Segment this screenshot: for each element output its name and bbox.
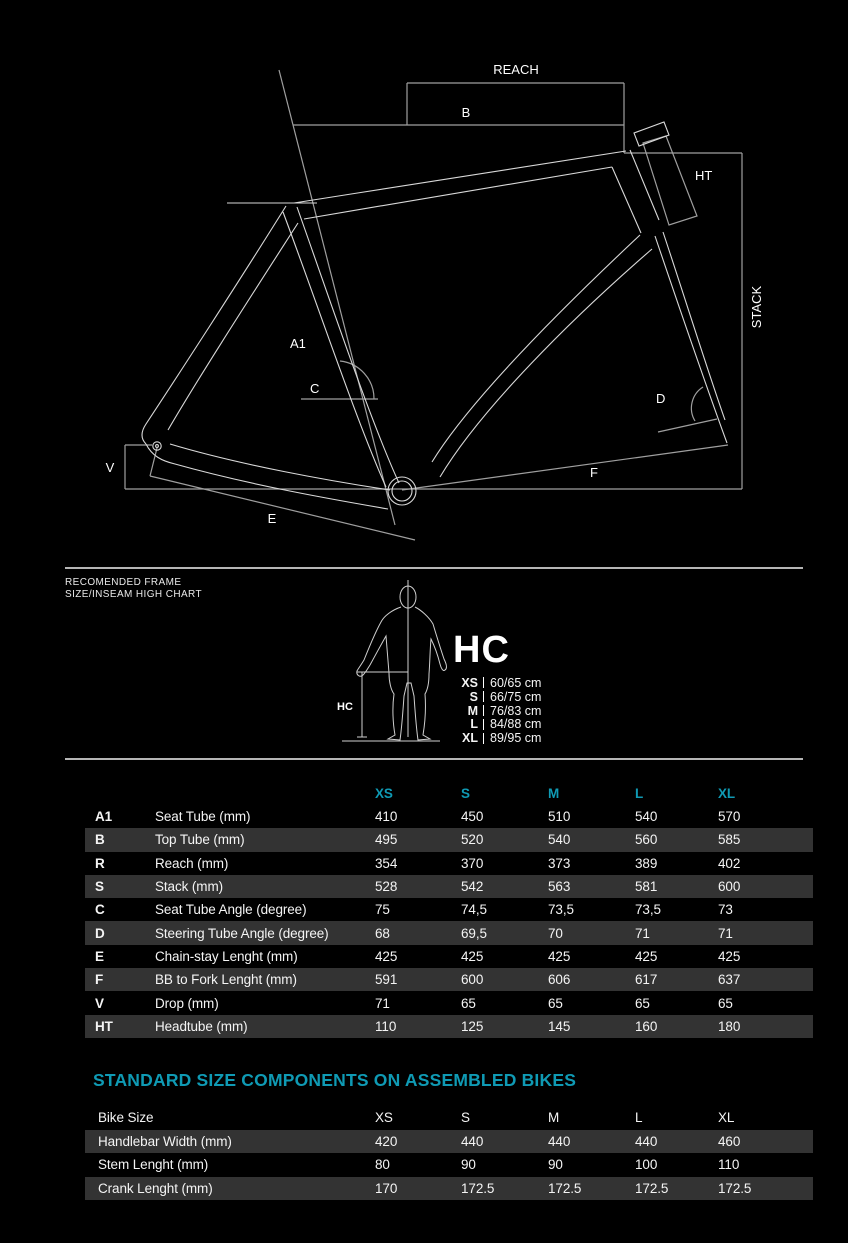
geometry-row-label: Seat Tube Angle (degree) (155, 902, 307, 918)
hc-size-value: 84/88 cm (490, 717, 542, 732)
geometry-row-value: 73,5 (635, 902, 661, 918)
hc-size-value: 89/95 cm (490, 731, 542, 746)
geometry-row-value: 410 (375, 809, 398, 825)
geometry-row-value: 73,5 (548, 902, 574, 918)
hc-size-label: L (470, 717, 478, 732)
geometry-row-code: V (95, 995, 104, 1011)
hc-size-value: 66/75 cm (490, 689, 542, 704)
geometry-row-value: 540 (548, 832, 571, 848)
geometry-row-label: Reach (mm) (155, 855, 229, 871)
geometry-row-value: 450 (461, 809, 484, 825)
hc-size-label: XS (461, 675, 478, 690)
geometry-row-value: 570 (718, 809, 741, 825)
a1-label: A1 (290, 336, 306, 351)
components-row-label: Handlebar Width (mm) (98, 1133, 232, 1149)
geometry-row-value: 71 (375, 995, 390, 1011)
frame-outline (142, 122, 727, 509)
hc-heading-line2: SIZE/INSEAM HIGH CHART (65, 588, 202, 600)
geometry-row-code: S (95, 879, 104, 895)
hc-section-heading (65, 577, 202, 600)
hc-size-label: M (467, 703, 478, 718)
geometry-row (85, 991, 813, 1014)
geometry-row-value: 65 (635, 995, 650, 1011)
dimension-lines (125, 70, 742, 540)
geometry-row-code: R (95, 855, 105, 871)
components-row-value: 90 (548, 1157, 563, 1173)
hc-figure-label: HC (337, 701, 353, 713)
geometry-row-value: 600 (718, 879, 741, 895)
geometry-row-value: 425 (375, 948, 398, 964)
geometry-row-label: Chain-stay Lenght (mm) (155, 948, 298, 964)
geometry-column-header: XS (375, 785, 393, 801)
geometry-row-value: 125 (461, 1018, 484, 1034)
geometry-row (85, 828, 813, 851)
components-table (85, 1106, 813, 1200)
geometry-row-value: 617 (635, 972, 658, 988)
geometry-row-code: A1 (95, 809, 113, 825)
components-header-label: Bike Size (98, 1110, 154, 1126)
geometry-row-value: 160 (635, 1018, 658, 1034)
components-row-value: 172.5 (548, 1180, 582, 1196)
geometry-row-code: B (95, 832, 105, 848)
geometry-row-value: 591 (375, 972, 398, 988)
components-column-header: XL (718, 1110, 735, 1126)
geometry-row-value: 600 (461, 972, 484, 988)
geometry-row-value: 402 (718, 855, 741, 871)
components-row-value: 90 (461, 1157, 476, 1173)
geometry-row-value: 389 (635, 855, 658, 871)
v-label: V (105, 460, 115, 475)
components-row-value: 100 (635, 1157, 658, 1173)
components-column-header: S (461, 1110, 470, 1126)
hc-size-label: XL (462, 731, 478, 746)
f-label: F (590, 465, 598, 480)
geometry-row (85, 805, 813, 828)
hc-size-row (440, 676, 541, 690)
components-table-header (85, 1106, 813, 1130)
components-row (85, 1130, 813, 1154)
geometry-table-header (85, 781, 813, 805)
geometry-row-value: 370 (461, 855, 484, 871)
geometry-row-value: 425 (718, 948, 741, 964)
hc-separator (483, 691, 484, 702)
components-row-value: 172.5 (718, 1180, 752, 1196)
geometry-row-value: 425 (635, 948, 658, 964)
components-row-value: 460 (718, 1133, 741, 1149)
components-row-value: 110 (718, 1157, 740, 1173)
components-row-value: 170 (375, 1180, 398, 1196)
geometry-row-value: 606 (548, 972, 571, 988)
geometry-row-code: C (95, 902, 105, 918)
geometry-column-header: L (635, 785, 644, 801)
geometry-row-value: 65 (548, 995, 563, 1011)
geometry-row-value: 510 (548, 809, 571, 825)
geometry-row (85, 945, 813, 968)
geometry-row-value: 75 (375, 902, 390, 918)
geometry-row-value: 180 (718, 1018, 741, 1034)
hc-size-row (440, 690, 541, 704)
geometry-row-value: 520 (461, 832, 484, 848)
geometry-row-value: 69,5 (461, 925, 487, 941)
divider-top (65, 567, 803, 569)
geometry-row-value: 145 (548, 1018, 571, 1034)
components-row-value: 420 (375, 1133, 398, 1149)
geometry-table-body (85, 805, 813, 1038)
geometry-row-label: Stack (mm) (155, 879, 223, 895)
hc-size-row (440, 704, 541, 718)
hc-separator (483, 733, 484, 744)
geometry-row-value: 71 (635, 925, 650, 941)
geometry-row-label: Drop (mm) (155, 995, 219, 1011)
geometry-row (85, 852, 813, 875)
components-row (85, 1153, 813, 1177)
components-table-body (85, 1130, 813, 1201)
components-row-value: 172.5 (461, 1180, 495, 1196)
geometry-row (85, 968, 813, 991)
geometry-row-value: 68 (375, 925, 390, 941)
b-label: B (461, 105, 471, 120)
geometry-row-value: 65 (461, 995, 476, 1011)
geometry-row-value: 560 (635, 832, 658, 848)
geometry-row (85, 898, 813, 921)
hc-separator (483, 705, 484, 716)
geometry-row-value: 581 (635, 879, 658, 895)
components-row-value: 440 (461, 1133, 484, 1149)
components-row-value: 80 (375, 1157, 390, 1173)
hc-separator (483, 677, 484, 688)
hc-separator (483, 719, 484, 730)
c-label: C (310, 381, 320, 396)
ht-label: HT (695, 168, 713, 183)
geometry-column-header: XL (718, 785, 736, 801)
hc-size-row (440, 731, 541, 745)
geometry-row-code: E (95, 948, 104, 964)
geometry-row-label: Top Tube (mm) (155, 832, 245, 848)
geometry-row-code: D (95, 925, 105, 941)
components-column-header: XS (375, 1110, 393, 1126)
reach-label: REACH (493, 62, 539, 77)
geometry-row-value: 425 (548, 948, 571, 964)
geometry-table (85, 781, 813, 1038)
geometry-row (85, 1015, 813, 1038)
geometry-row-value: 74,5 (461, 902, 487, 918)
geometry-row-value: 425 (461, 948, 484, 964)
hc-size-list (440, 676, 541, 745)
geometry-row-code: HT (95, 1018, 113, 1034)
geometry-row-value: 71 (718, 925, 733, 941)
components-row-label: Crank Lenght (mm) (98, 1180, 213, 1196)
geometry-row-value: 585 (718, 832, 741, 848)
components-row-value: 440 (548, 1133, 571, 1149)
geometry-row-code: F (95, 972, 104, 988)
figure-outline (342, 580, 447, 741)
geometry-row-value: 540 (635, 809, 658, 825)
geometry-row-label: Headtube (mm) (155, 1018, 248, 1034)
geometry-row-value: 495 (375, 832, 398, 848)
bike-frame-diagram (0, 0, 848, 565)
geometry-column-header: S (461, 785, 470, 801)
geometry-row-value: 542 (461, 879, 484, 895)
hc-size-row (440, 717, 541, 731)
geometry-row-value: 70 (548, 925, 563, 941)
divider-bottom (65, 758, 803, 760)
geometry-row-value: 373 (548, 855, 571, 871)
geometry-row (85, 875, 813, 898)
geometry-row-label: Steering Tube Angle (degree) (155, 925, 329, 941)
hc-title: HC (453, 629, 510, 671)
d-label: D (656, 391, 666, 406)
e-label: E (267, 511, 277, 526)
components-title: STANDARD SIZE COMPONENTS ON ASSEMBLED BIKES (93, 1070, 577, 1090)
geometry-column-header: M (548, 785, 560, 801)
hc-size-value: 60/65 cm (490, 675, 542, 690)
geometry-row-value: 563 (548, 879, 571, 895)
diagram-labels (106, 62, 764, 526)
geometry-row-value: 110 (375, 1018, 397, 1034)
stack-label: STACK (749, 285, 764, 329)
components-row-value: 440 (635, 1133, 658, 1149)
components-row-label: Stem Lenght (mm) (98, 1157, 209, 1173)
geometry-row-value: 354 (375, 855, 398, 871)
geometry-row-label: BB to Fork Lenght (mm) (155, 972, 297, 988)
geometry-row-label: Seat Tube (mm) (155, 809, 251, 825)
geometry-row-value: 637 (718, 972, 741, 988)
geometry-row (85, 921, 813, 944)
geometry-row-value: 65 (718, 995, 733, 1011)
hc-size-value: 76/83 cm (490, 703, 542, 718)
components-column-header: L (635, 1110, 643, 1126)
geometry-row-value: 73 (718, 902, 733, 918)
components-column-header: M (548, 1110, 560, 1126)
components-row-value: 172.5 (635, 1180, 669, 1196)
hc-heading-line1: RECOMENDED FRAME (65, 577, 182, 588)
geometry-row-value: 528 (375, 879, 398, 895)
hc-size-label: S (469, 689, 478, 704)
components-row (85, 1177, 813, 1201)
